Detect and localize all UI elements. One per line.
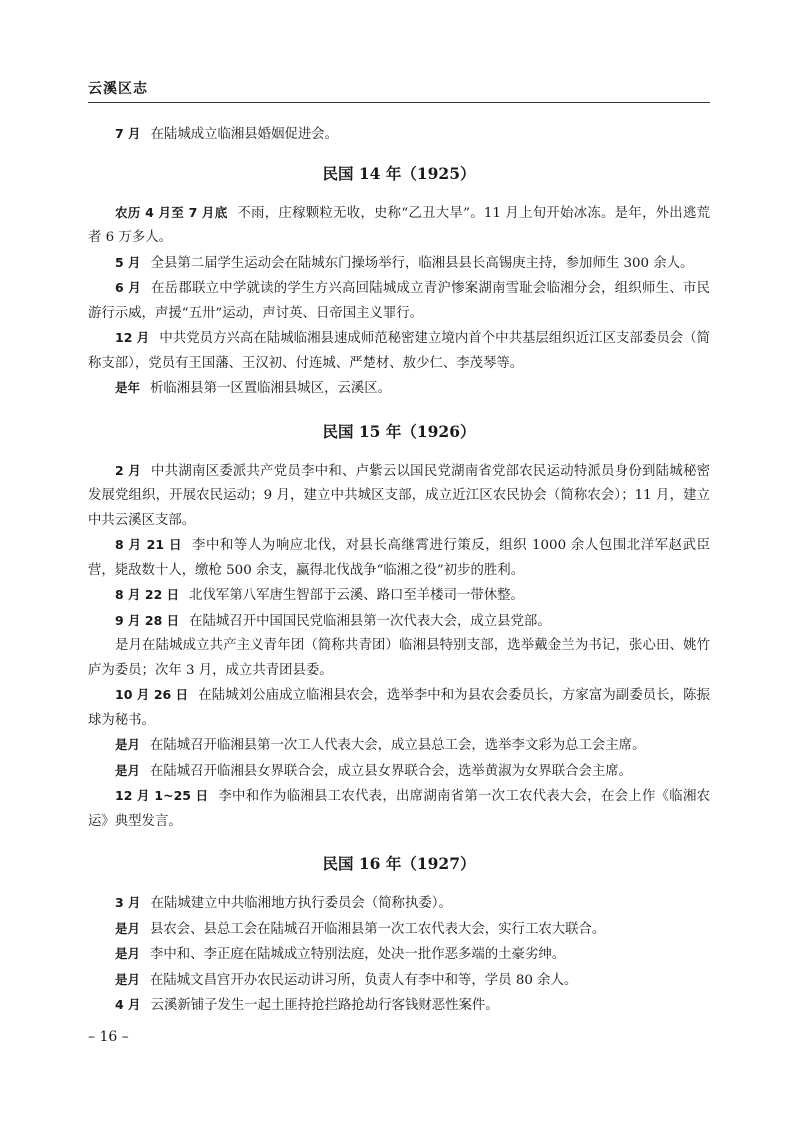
entry-date: 是年 (115, 380, 141, 395)
chronicle-entry (88, 917, 710, 943)
chronicle-entry (88, 683, 710, 733)
entry-date: 是月 (115, 762, 141, 778)
section-title-1925: 民国 14 年（1925） (322, 163, 476, 183)
entry-date: 4 月 (115, 997, 141, 1012)
chronicle-entry (88, 634, 710, 683)
entry-text: 中共党员方兴高在陆城临湘县速成师范秘密建立境内首个中共基层组织近江区支部委员会（简称支部），党员有王国藩、王汉初、付连城、严楚材、敖少仁、李茂琴等。 (88, 331, 711, 371)
section-title-1926: 民国 15 年（1926） (322, 421, 476, 441)
entry-text: 是月在陆城成立共产主义青年团（简称共青团）临湘县特别支部，选举戴金兰为书记，张心田、姚竹庐为委员；次年 3 月，成立共青团县委。 (88, 638, 710, 678)
chronicle-entry (88, 942, 710, 968)
entry-text: 在陆城召开中国国民党临湘县第一次代表大会，成立县党部。 (189, 613, 551, 629)
entry-date: 12 月 (115, 330, 150, 345)
chronicle-entry (88, 326, 710, 376)
page-body (88, 122, 710, 1019)
entry-text: 北伐军第八军唐生智部于云溪、路口至羊楼司一带休整。 (189, 588, 524, 603)
chronicle-entry (88, 609, 710, 635)
entry-date: 9 月 28 日 (115, 612, 180, 628)
entry-text: 县农会、县总工会在陆城召开临湘县第一次工农代表大会，实行工农大联合。 (150, 921, 606, 937)
entry-text: 在陆城召开临湘县女界联合会，成立县女界联合会，选举黄淑为女界联合会主席。 (150, 763, 633, 779)
chronicle-entry (88, 533, 710, 583)
entry-date: 7 月 (115, 126, 141, 141)
entry-date: 6 月 (115, 280, 142, 295)
chronicle-entry (88, 993, 710, 1019)
chronicle-entry (88, 376, 710, 402)
page-number: – 16 – (88, 1029, 129, 1045)
chronicle-entry (88, 251, 710, 277)
entry-date: 是月 (115, 920, 141, 936)
entry-date: 是月 (115, 946, 141, 961)
entry-text: 在陆城刘公庙成立临湘县农会，选举李中和为县农会委员长，方家富为副委员长，陈振球为秘书。 (88, 688, 710, 728)
entry-date: 2 月 (115, 462, 142, 478)
entry-text: 在陆城文昌宫开办农民运动讲习所，负责人有李中和等，学员 80 余人。 (150, 972, 578, 988)
section-title-1927: 民国 16 年（1927） (322, 854, 476, 873)
entry-text: 在陆城成立临湘县婚姻促进会。 (150, 127, 339, 142)
chronicle-entry (88, 733, 710, 759)
entry-date: 8 月 22 日 (115, 587, 180, 602)
entry-text: 云溪新铺子发生一起土匪持抢拦路抢劫行客钱财恶性案件。 (150, 998, 499, 1013)
chronicle-entry (88, 122, 710, 148)
entry-date: 3 月 (115, 895, 141, 910)
entry-date: 12 月 1~25 日 (115, 788, 209, 803)
entry-date: 是月 (115, 737, 141, 752)
entry-date: 农历 4 月至 7 月底 (115, 204, 228, 220)
chronicle-entry (88, 276, 710, 326)
entry-text: 在岳郡联立中学就读的学生方兴高回陆城成立青沪惨案湖南雪耻会临湘分会，组织师生、市民游行示威，声援“五卅”运动，声讨英、日帝国主义罪行。 (88, 281, 710, 321)
entry-text: 全县第二届学生运动会在陆城东门操场举行，临湘县县长高锡庚主持，参加师生 300 余人。 (150, 255, 694, 271)
entry-date: 是月 (115, 971, 141, 987)
entry-text: 中共湖南区委派共产党员李中和、卢紫云以国民党湖南省党部农民运动特派员身份到陆城秘密发展党组织，开展农民运动；9 月，建立中共城区支部，成立近江区农民协会（简称农会）；11 月，建立中共云溪区支部。 (88, 463, 710, 528)
entry-text: 析临湘县第一区置临湘县城区，云溪区。 (150, 381, 392, 396)
entry-date: 10 月 26 日 (115, 687, 189, 702)
entry-text: 在陆城召开临湘县第一次工人代表大会，成立县总工会，选举李文彩为总工会主席。 (150, 738, 646, 753)
entry-date: 8 月 21 日 (115, 537, 183, 552)
entry-date: 5 月 (115, 254, 141, 270)
entry-text: 不雨，庄稼颗粒无收，史称“乙丑大旱”。11 月上旬开始冰冻。是年，外出逃荒者 6 万多人。 (88, 205, 710, 245)
running-header-title: 云溪区志 (88, 81, 148, 97)
header-divider (88, 102, 710, 103)
chronicle-entry (88, 968, 710, 994)
chronicle-entry (88, 583, 710, 609)
entry-text: 李中和、李正庭在陆城成立特别法庭，处决一批作恶多端的土豪劣绅。 (150, 947, 566, 962)
chronicle-entry (88, 891, 710, 917)
chronicle-entry (88, 784, 710, 834)
chronicle-entry (88, 759, 710, 785)
entry-text: 在陆城建立中共临湘地方执行委员会（简称执委）。 (150, 896, 452, 911)
entry-text: 李中和等人为响应北伐，对县长高继霄进行策反，组织 1000 余人包围北洋军赵武臣营，毙敌数十人，缴枪 500 余支，赢得北伐战争“临湘之役”初步的胜利。 (88, 538, 710, 578)
entry-text: 李中和作为临湘县工农代表，出席湖南省第一次工农代表大会，在会上作《临湘农运》典型发言。 (88, 789, 710, 829)
chronicle-entry (88, 459, 710, 534)
chronicle-entry (88, 201, 710, 251)
